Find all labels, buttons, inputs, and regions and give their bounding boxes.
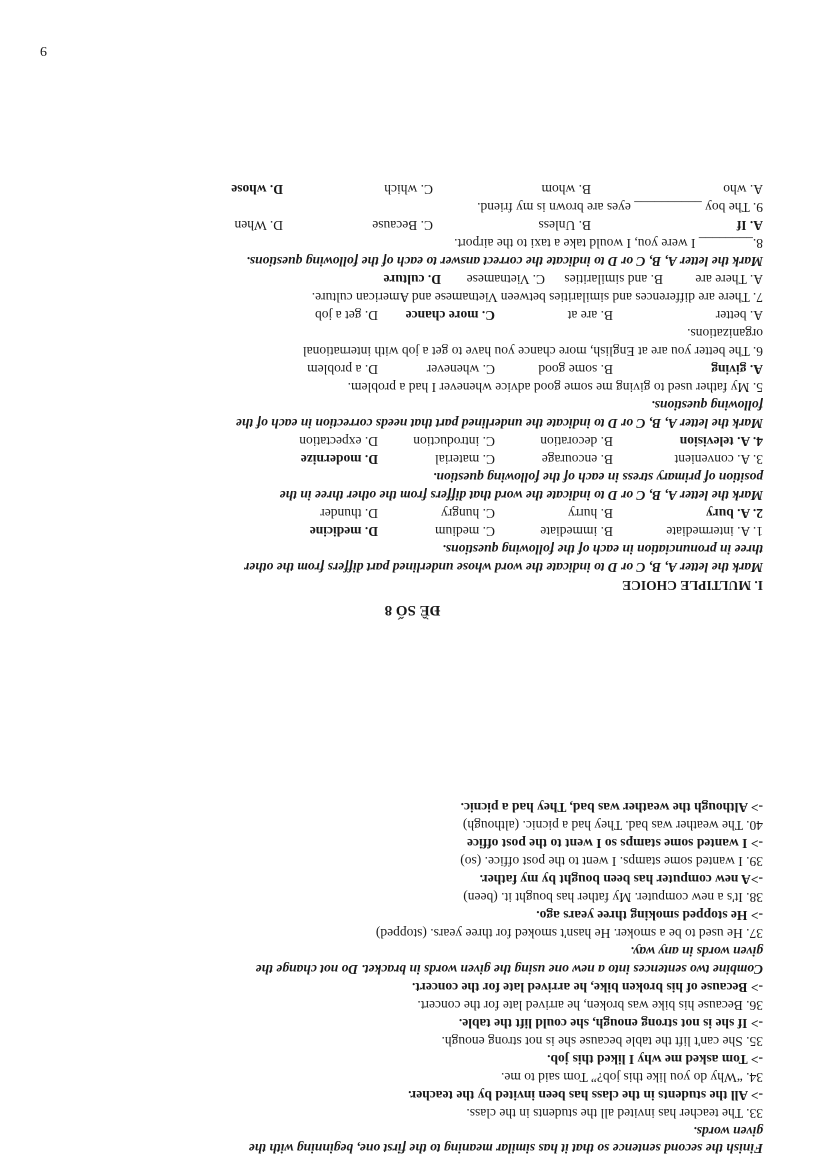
q1-option-d: D. medicine bbox=[309, 524, 378, 539]
question-8-options bbox=[63, 217, 763, 233]
q8-option-b: B. Unless bbox=[538, 218, 591, 233]
question-6-options bbox=[63, 307, 763, 323]
q8-option-c: C. Because bbox=[372, 218, 433, 233]
q7-option-d: D. culture bbox=[383, 272, 441, 287]
q4-option-d: D. expectation bbox=[299, 434, 378, 449]
q6-option-b: B. are at bbox=[567, 308, 613, 323]
q2-option-b: B. hurry bbox=[568, 506, 613, 521]
question-39: 39. I wanted some stamps. I went to the post office. (so) bbox=[460, 854, 763, 869]
instruction-combine: Combine two sentences into a new one using the given words in bracket. Do not change the bbox=[255, 962, 763, 977]
q9-option-b: B. whom bbox=[541, 182, 591, 197]
question-7: 7. There are differences and similarities between Vietnamese and American culture. bbox=[311, 290, 763, 305]
instruction-correction-cont: following questions. bbox=[651, 398, 763, 413]
q2-option-a: 2. A. bury bbox=[705, 506, 763, 521]
answer-35: -> If she is not strong enough, she could lift the table. bbox=[458, 1016, 763, 1031]
q3-option-c: C. material bbox=[435, 452, 495, 467]
section-title: I. MULTIPLE CHOICE bbox=[622, 578, 763, 593]
instruction-correction: Mark the letter A, B, C or D to indicate the underlined part that needs correction in each of the bbox=[235, 416, 763, 431]
question-6-cont: organizations. bbox=[687, 326, 763, 341]
q1-option-b: B. immediate bbox=[540, 524, 613, 539]
question-4-options bbox=[63, 433, 763, 449]
answer-34: -> Tom asked me why I liked this job. bbox=[547, 1052, 763, 1067]
q7-option-a: A. There are bbox=[695, 272, 763, 287]
q5-option-b: B. some good bbox=[538, 362, 613, 377]
question-33: 33. The teacher has invited all the students in the class. bbox=[466, 1106, 763, 1121]
question-7-options bbox=[63, 271, 763, 287]
instruction-pronunciation-cont: three in pronunciation in each of the following questions. bbox=[442, 542, 763, 557]
question-9-options bbox=[63, 181, 763, 197]
exam-title: ĐỀ SỐ 8 bbox=[384, 602, 441, 618]
q4-option-b: B. decoration bbox=[540, 434, 613, 449]
question-5: 5. My father used to giving me some good advice whenever I had a problem. bbox=[347, 380, 763, 395]
question-40: 40. The weather was bad. They had a picnic. (although) bbox=[462, 818, 763, 833]
q3-option-d: D. modernize bbox=[300, 452, 378, 467]
answer-38: ->A new computer has been bought by my father. bbox=[479, 872, 763, 887]
instruction-pronunciation: Mark the letter A, B, C or D to indicate the word whose underlined part differs from the other bbox=[243, 560, 763, 575]
q1-option-a: 1. A. intermediate bbox=[666, 524, 763, 539]
question-38: 38. It's a new computer. My father has bought it. (been) bbox=[463, 890, 763, 905]
q4-option-c: C. introduction bbox=[413, 434, 495, 449]
q5-option-a: A. giving bbox=[711, 362, 763, 377]
instruction-stress-cont: position of primary stress in each of the following question. bbox=[432, 470, 763, 485]
q4-option-a: 4. A. television bbox=[679, 434, 763, 449]
instruction-finish-sentence-cont: given words. bbox=[693, 1124, 763, 1139]
answer-33: -> All the students in the class has been invited by the teacher. bbox=[408, 1088, 763, 1103]
question-9: 9. The boy __________ eyes are brown is my friend. bbox=[477, 200, 763, 215]
instruction-combine-cont: given words in any way. bbox=[630, 944, 763, 959]
q8-option-d: D. When bbox=[234, 218, 283, 233]
q6-option-a: A. better bbox=[715, 308, 763, 323]
q2-option-d: D. thunder bbox=[320, 506, 378, 521]
question-5-options bbox=[63, 361, 763, 377]
q3-option-a: 3. A. convenient bbox=[674, 452, 763, 467]
question-1-options bbox=[63, 523, 763, 539]
q8-option-a: A. If bbox=[736, 218, 763, 233]
q7-option-b: B. and similarities bbox=[564, 272, 663, 287]
answer-37: -> He stopped smoking three years ago. bbox=[536, 908, 763, 923]
instruction-correct-answer: Mark the letter A, B, C or D to indicate the correct answer to each of the following questions. bbox=[246, 254, 763, 269]
question-6: 6. The better you are at English, more chance you have to get a job with international bbox=[302, 344, 763, 359]
q6-option-c: C. more chance bbox=[405, 308, 495, 323]
question-8: 8.________ I were you, I would take a taxi to the airport. bbox=[454, 236, 763, 251]
q1-option-c: C. medium bbox=[435, 524, 495, 539]
q9-option-a: A. who bbox=[723, 182, 763, 197]
answer-40: -> Although the weather was bad, They had a picnic. bbox=[460, 800, 763, 815]
q9-option-c: C. which bbox=[384, 182, 433, 197]
q6-option-d: D. get a job bbox=[315, 308, 378, 323]
question-3-options bbox=[63, 451, 763, 467]
answer-39: -> I wanted some stamps so I went to the post office bbox=[466, 836, 763, 851]
question-37: 37. He used to be a smoker. He hasn't smoked for three years. (stopped) bbox=[375, 926, 763, 941]
q9-option-d: D. whose bbox=[231, 182, 283, 197]
q3-option-b: B. encourage bbox=[541, 452, 613, 467]
question-34: 34. “Why do you like this job?” Tom said to me. bbox=[500, 1070, 763, 1085]
page-number: 9 bbox=[40, 43, 47, 58]
instruction-finish-sentence: Finish the second sentence so that it has similar meaning to the first one, beginning with the bbox=[248, 1141, 763, 1156]
answer-36: -> Because of his broken bike, he arrived late for the concert. bbox=[411, 980, 763, 995]
instruction-stress: Mark the letter A, B, C or D to indicate the word that differs from the other three in the bbox=[279, 488, 763, 503]
question-36: 36. Because his bike was broken, he arrived late for the concert. bbox=[417, 998, 763, 1013]
q2-option-c: C. hungry bbox=[441, 506, 495, 521]
question-2-options bbox=[63, 505, 763, 521]
q5-option-d: D. a problem bbox=[307, 362, 378, 377]
q5-option-c: C. whenever bbox=[426, 362, 495, 377]
question-35: 35. She can't lift the table because she is not strong enough. bbox=[441, 1034, 763, 1049]
q7-option-c: C. Vietnamese bbox=[466, 272, 545, 287]
